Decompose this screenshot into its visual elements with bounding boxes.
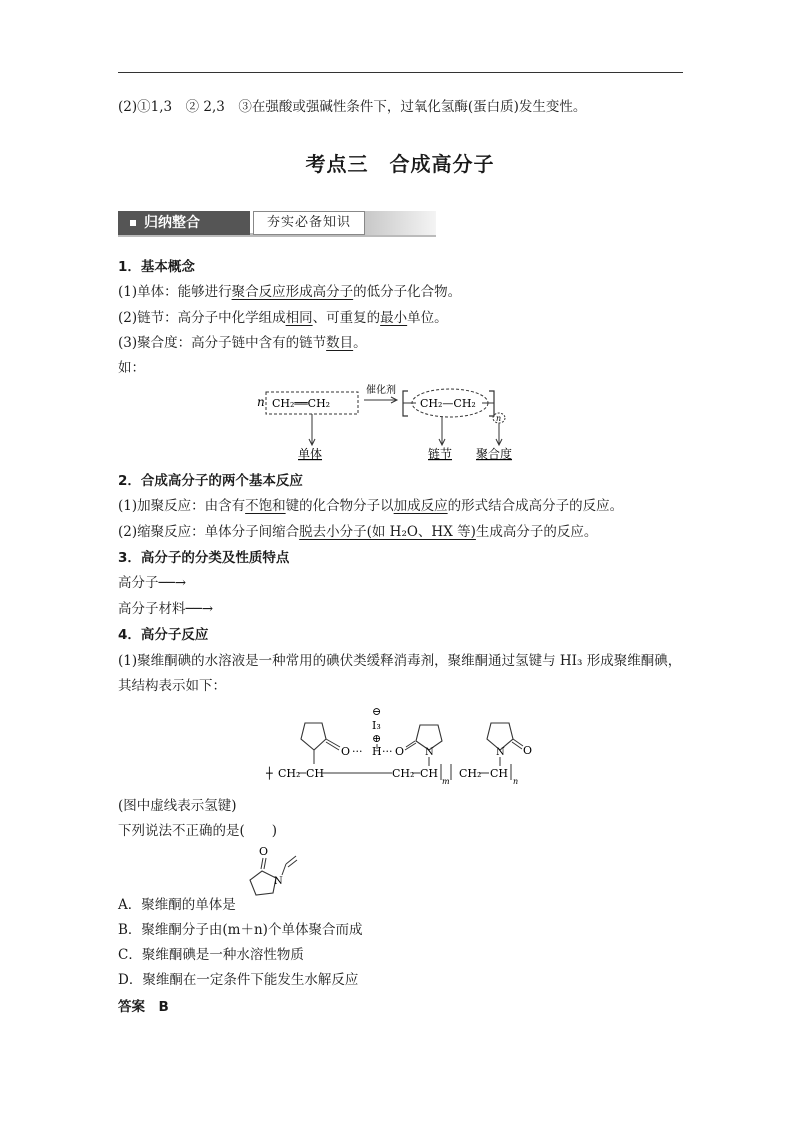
header-rule <box>118 72 683 73</box>
hbond-dots-2: ··· <box>382 745 393 758</box>
hbond-dots-1: ··· <box>352 745 363 758</box>
label-monomer: 单体 <box>298 447 323 461</box>
s4-note: (图中虚线表示氢键) <box>118 798 237 814</box>
option-a: A．聚维酮的单体是 <box>118 897 236 913</box>
banner-label-box <box>118 211 250 235</box>
n-label-ring3: N <box>496 747 505 758</box>
label-degree: 聚合度 <box>476 447 513 461</box>
ring-1 <box>301 723 326 750</box>
sub-n: n <box>513 777 519 786</box>
n-label-ring2: N <box>425 747 434 758</box>
s2-line2: (2)缩聚反应：单体分子间缩合脱去小分子(如 H₂O、HX 等)生成高分子的反应。 <box>118 524 598 540</box>
i3-label: I₃ <box>372 719 381 732</box>
sub-m: m <box>442 777 450 786</box>
catalyst-label: 催化剂 <box>366 385 396 396</box>
s2-heading: 2．合成高分子的两个基本反应 <box>118 473 303 489</box>
s2-line1: (1)加聚反应：由含有不饱和键的化合物分子以加成反应的形式结合成高分子的反应。 <box>118 498 624 514</box>
top-note: (2)①1,3 ② 2,3 ③在强酸或强碱性条件下，过氧化氢酶(蛋白质)发生变性。 <box>118 99 587 115</box>
s1-line1: (1)单体：能够进行聚合反应形成高分子的低分子化合物。 <box>118 284 462 300</box>
ch2-3: CH₂ <box>459 767 482 780</box>
s1-line2: (2)链节：高分子中化学组成相同、可重复的最小单位。 <box>118 310 448 326</box>
subscript-n: n <box>496 414 502 423</box>
repeating-unit: CH₂—CH₂ <box>420 397 476 410</box>
section-banner <box>118 211 436 235</box>
polymerization-diagram <box>250 378 550 464</box>
h-label: H <box>372 745 382 758</box>
ring-3 <box>487 723 513 750</box>
n-coefficient: n <box>257 395 265 409</box>
s4-heading: 4．高分子反应 <box>118 627 209 643</box>
square-bullet-icon <box>130 220 136 226</box>
section-title: 考点三 合成高分子 <box>305 152 495 176</box>
ch2-1: CH₂ <box>278 767 301 780</box>
option-b: B．聚维酮分子由(m＋n)个单体聚合而成 <box>118 922 363 938</box>
s1-heading: 1．基本概念 <box>118 259 195 275</box>
banner-label: 归纳整合 <box>144 215 200 231</box>
option-d: D．聚维酮在一定条件下能发生水解反应 <box>118 972 359 988</box>
s4-line1: (1)聚维酮碘的水溶液是一种常用的碘伏类缓释消毒剂，聚维酮通过氢键与 HI₃ 形成聚维酮碘， <box>118 653 682 669</box>
ch-3: CH <box>490 767 509 780</box>
backbone-start: ┼ <box>266 767 273 780</box>
s1-line3: (3)聚合度：高分子链中含有的链节数目。 <box>118 335 367 351</box>
o2-label: O <box>395 745 405 758</box>
monomer-formula: CH₂══CH₂ <box>272 397 331 410</box>
label-unit: 链节 <box>428 447 453 461</box>
banner-sub: 夯实必备知识 <box>253 211 365 235</box>
o3-label: O <box>523 744 533 757</box>
minus-charge: ⊖ <box>372 705 382 718</box>
o1-label: O <box>341 745 351 758</box>
banner-tail <box>365 211 436 235</box>
monomer-o: O <box>259 845 269 858</box>
monomer-ring <box>250 871 276 895</box>
s4-question: 下列说法不正确的是( ) <box>118 823 278 839</box>
monomer-n: N <box>274 876 283 887</box>
s3-heading: 3．高分子的分类及性质特点 <box>118 550 290 566</box>
s1-example: 如： <box>118 360 145 376</box>
plus-charge: ⊕ <box>372 732 382 745</box>
answer: 答案 B <box>118 999 169 1015</box>
ch2-2: CH₂ <box>392 767 415 780</box>
monomer-structure <box>240 842 302 914</box>
s3-line1: 高分子──→ <box>118 575 187 591</box>
s3-line2: 高分子材料──→ <box>118 601 214 617</box>
ch-1: CH <box>306 767 325 780</box>
s4-line2: 其结构表示如下： <box>118 678 226 694</box>
option-c: C．聚维酮碘是一种水溶性物质 <box>118 947 304 963</box>
povidone-iodine-structure <box>264 700 554 790</box>
ch-2: CH <box>420 767 439 780</box>
